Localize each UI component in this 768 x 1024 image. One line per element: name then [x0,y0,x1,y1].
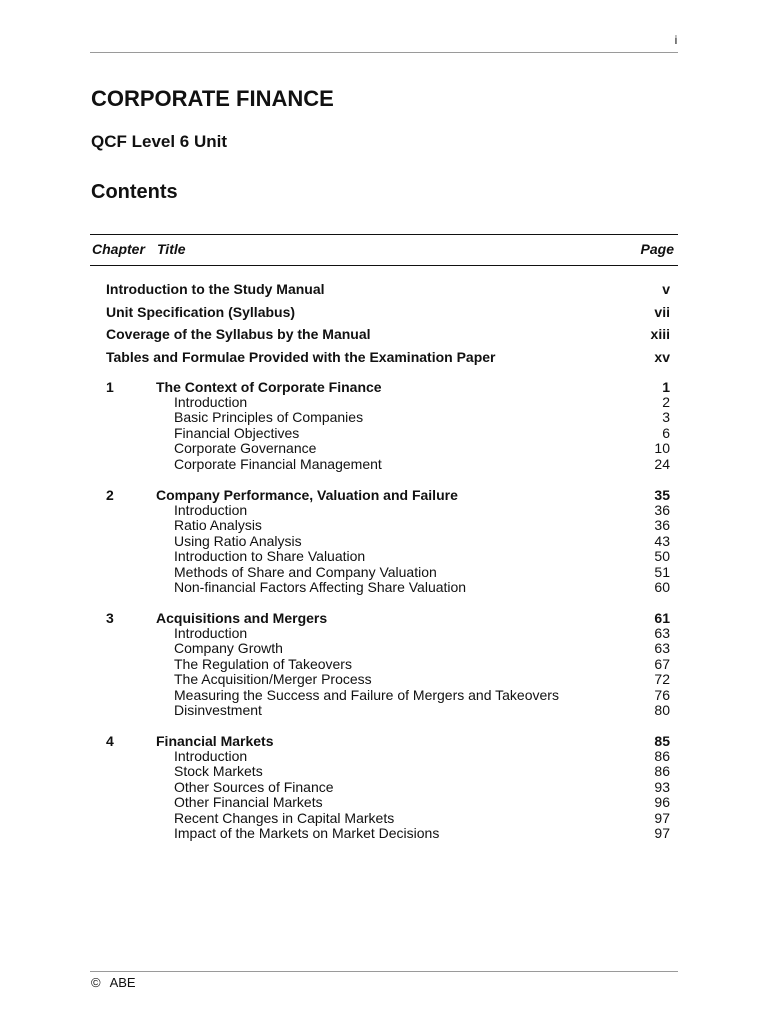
section-title: The Acquisition/Merger Process [174,671,372,688]
section-page: 86 [654,748,670,764]
header-top-rule [90,234,678,235]
section-entry[interactable] [106,503,670,518]
section-entry[interactable] [106,811,670,826]
section-title: Introduction [174,394,248,410]
section-page: 97 [654,824,670,841]
section-page: 72 [654,671,670,688]
section-page: 60 [654,578,670,595]
section-page: 51 [654,563,670,580]
header-bottom-rule [90,265,678,266]
toc-entry[interactable] [106,324,670,347]
toc-entry-page: xv [654,349,670,366]
section-entry[interactable] [106,441,670,456]
section-title: Corporate Governance [174,440,317,457]
chapter-1 [106,379,670,472]
document-subtitle: QCF Level 6 Unit [91,132,228,151]
section-title: Financial Objectives [174,424,300,441]
section-title: Basic Principles of Companies [174,409,364,426]
chapter-title: Company Performance, Valuation and Failure [156,487,458,503]
chapter-number: 3 [106,610,114,626]
section-title: Stock Markets [174,763,263,780]
section-page: 50 [654,548,670,565]
section-title: The Regulation of Takeovers [174,655,352,672]
chapter-number: 2 [106,487,114,503]
chapter-heading[interactable] [106,487,670,503]
section-page: 10 [654,440,670,457]
section-entry[interactable] [106,549,670,564]
chapter-number: 1 [106,379,114,395]
chapter-4 [106,733,670,841]
section-entry[interactable] [106,518,670,533]
section-entry[interactable] [106,426,670,441]
section-entry[interactable] [106,534,670,549]
section-page: 97 [654,809,670,826]
section-title: Disinvestment [174,701,262,718]
section-entry[interactable] [106,703,670,718]
section-page: 3 [662,409,670,426]
chapter-title: Financial Markets [156,733,274,749]
toc-entry-page: xiii [650,326,670,343]
section-entry[interactable] [106,749,670,764]
section-page: 63 [654,640,670,657]
chapter-page: 35 [654,487,670,503]
section-title: Introduction [174,502,248,518]
chapter-3 [106,610,670,718]
section-page: 36 [654,502,670,518]
chapter-page: 1 [662,379,670,395]
section-page: 63 [654,625,670,641]
section-entry[interactable] [106,688,670,703]
section-entry[interactable] [106,395,670,410]
contents-heading: Contents [91,181,178,203]
chapter-heading[interactable] [106,379,670,395]
chapter-page: 85 [654,733,670,749]
footer-rule [90,971,678,972]
chapter-title: Acquisitions and Mergers [156,610,328,626]
top-rule [90,52,678,53]
chapter-heading[interactable] [106,733,670,749]
section-title: Measuring the Success and Failure of Mergers and Takeovers [174,686,559,703]
section-entry[interactable] [106,457,670,472]
chapter-title: The Context of Corporate Finance [156,379,382,395]
section-title: Non-financial Factors Affecting Share Valuation [174,578,467,595]
section-entry[interactable] [106,410,670,425]
section-page: 24 [654,455,670,472]
column-header-page: Page [640,241,674,257]
section-title: Other Financial Markets [174,794,323,811]
toc-entry-title: Unit Specification (Syllabus) [106,303,296,320]
toc-entry-page: v [662,281,670,297]
section-entry[interactable] [106,626,670,641]
section-entry[interactable] [106,780,670,795]
chapter-number: 4 [106,733,114,749]
section-title: Corporate Financial Management [174,455,382,472]
column-header-chapter: Chapter [92,241,145,257]
section-title: Using Ratio Analysis [174,532,302,549]
toc-entry[interactable] [106,347,670,370]
section-title: Methods of Share and Company Valuation [174,563,437,580]
section-entry[interactable] [106,672,670,687]
section-title: Introduction to Share Valuation [174,548,366,565]
footer [91,975,136,990]
section-page: 2 [662,394,670,410]
section-title: Recent Changes in Capital Markets [174,809,395,826]
section-page: 6 [662,424,670,441]
section-title: Company Growth [174,640,283,657]
section-entry[interactable] [106,795,670,810]
section-entry[interactable] [106,580,670,595]
toc-entry-page: vii [654,303,670,320]
section-page: 93 [654,778,670,795]
section-page: 96 [654,794,670,811]
section-page: 36 [654,517,670,534]
section-page: 76 [654,686,670,703]
section-title: Introduction [174,748,248,764]
toc-entry-title: Tables and Formulae Provided with the Examination Paper [106,349,496,366]
copyright-symbol: © [91,975,101,990]
document-title: CORPORATE FINANCE [91,86,334,111]
section-page: 67 [654,655,670,672]
section-title: Ratio Analysis [174,517,262,534]
page-number: i [674,33,678,47]
section-entry[interactable] [106,641,670,656]
prelims-list [106,279,670,370]
section-title: Impact of the Markets on Market Decisions [174,824,440,841]
toc-entry-title: Coverage of the Syllabus by the Manual [106,326,371,343]
chapter-2 [106,487,670,595]
toc-entry-title: Introduction to the Study Manual [106,281,325,297]
chapter-page: 61 [654,610,670,626]
section-entry[interactable] [106,764,670,779]
toc-entry[interactable] [106,302,670,325]
section-page: 43 [654,532,670,549]
section-page: 86 [654,763,670,780]
publisher-name: ABE [109,975,136,990]
section-title: Introduction [174,625,248,641]
chapter-heading[interactable] [106,610,670,626]
section-page: 80 [654,701,670,718]
section-title: Other Sources of Finance [174,778,334,795]
toc-entry[interactable] [106,279,670,302]
column-header-title: Title [157,241,186,257]
section-entry[interactable] [106,826,670,841]
section-entry[interactable] [106,657,670,672]
section-entry[interactable] [106,565,670,580]
